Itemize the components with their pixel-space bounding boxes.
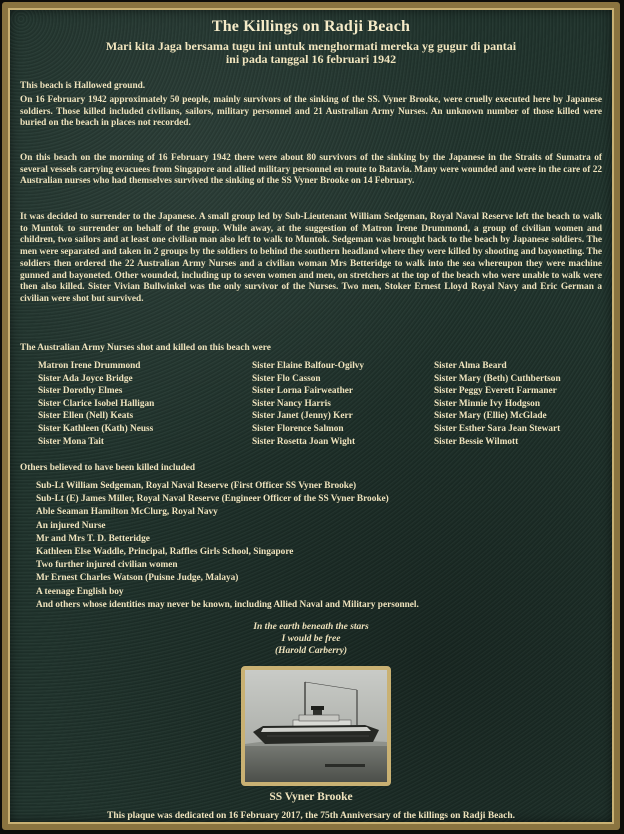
poem-line: I would be free: [281, 634, 341, 644]
dedication-footer: This plaque was dedicated on 16 February 2017, the 75th Anniversary of the killings on Radji Beach.: [106, 811, 515, 821]
nurses-column-3: [434, 360, 561, 448]
poem-attribution: (Harold Carberry): [274, 646, 348, 656]
plaque-title: The Killings on Radji Beach: [211, 18, 411, 35]
others-item: And others whose identities may never be known, including Allied Naval and Military personnel.: [36, 599, 419, 610]
nurse-name: Sister Bessie Wilmott: [434, 436, 519, 447]
others-item: Sub-Lt William Sedgeman, Royal Naval Reserve (First Officer SS Vyner Brooke): [36, 481, 357, 491]
poem: [8, 621, 614, 657]
intro-text: This beach is Hallowed ground.: [20, 81, 146, 91]
nurse-name: Sister Mary (Beth) Cuthbertson: [434, 373, 561, 384]
nurse-name: Sister Clarice Isobel Halligan: [38, 398, 155, 409]
subtitle-line-2: ini pada tanggal 16 februari 1942: [225, 52, 397, 66]
others-item: Able Seaman Hamilton McClurg, Royal Navy: [36, 507, 218, 518]
nurse-name: Sister Dorothy Elmes: [38, 386, 123, 397]
nurse-name: Sister Flo Casson: [252, 373, 321, 384]
nurses-column-2: [252, 360, 364, 448]
nurses-heading: The Australian Army Nurses shot and killed on this beach were: [20, 343, 271, 353]
paragraph-3: It was decided to surrender to the Japanese. A small group led by Sub-Lieutenant William Sedgeman, Royal Naval Reserve left the beach to walk to Muntok to surrender on behalf of the group. While away, at the suggestion of Matron Irene Drummond, a group of civilian women and children, two sailors and at least one civilian man also left to walk to Muntok. Sedgeman was brought back to the beach by Japanese soldiers. The men were separated and taken in 2 groups by the soldiers to behind the southern headland where they were killed by shooting and bayoneting. The soldiers then ordered the 22 Australian Army Nurses and a civilian woman Mrs Betteridge to walk into the sea whereupon they were machine gunned and bayoneted. Other wounded, including up to seven women and men, on stretchers at the top of the beach who were unable to walk were then also killed. Sister Vivian Bullwinkel was the only survivor of the Nurses. Two men, Stoker Ernest Lloyd Royal Navy and Eric German a civilian were shot but survived.: [20, 212, 602, 304]
nurse-name: Sister Mary (Ellie) McGlade: [434, 411, 547, 422]
nurse-name: Sister Esther Sara Jean Stewart: [434, 423, 561, 434]
others-item: Kathleen Else Waddle, Principal, Raffles Girls School, Singapore: [36, 547, 294, 558]
nurse-name: Sister Elaine Balfour-Ogilvy: [252, 361, 365, 371]
others-item: A teenage English boy: [36, 586, 124, 597]
nurse-name: Matron Irene Drummond: [38, 361, 141, 371]
others-item: Mr Ernest Charles Watson (Puisne Judge, Malaya): [36, 573, 239, 584]
paragraph-2: On this beach on the morning of 16 February 1942 there were about 80 survivors of the sinking by the Japanese in the Straits of Sumatra of several vessels carrying evacuees from Singapore and allied military personnel en route to Batavia. Many were wounded and were in the care of 22 Australian nurses who had themselves survived the sinking of the SS Vyner Brooke on 14 February.: [20, 153, 602, 187]
others-heading: Others believed to have been killed included: [20, 463, 196, 473]
others-item: Sub-Lt (E) James Miller, Royal Naval Reserve (Engineer Officer of the SS Vyner Brooke): [36, 494, 389, 505]
ship-image: [245, 670, 387, 782]
ship-photo: [241, 666, 391, 786]
nurse-name: Sister Mona Tait: [38, 436, 104, 447]
plaque-subtitle: [28, 40, 594, 66]
nurse-name: Sister Janet (Jenny) Kerr: [252, 411, 353, 422]
others-item: An injured Nurse: [36, 520, 106, 531]
others-item: Two further injured civilian women: [36, 560, 178, 571]
paragraph-1: On 16 February 1942 approximately 50 people, mainly survivors of the sinking of the SS. Vyner Brooke, were cruelly executed here by Japanese soldiers. Those killed included civilians, sailors, military personnel and 21 Australian Army Nurses. An unknown number of those killed were buried on the beach in places not recorded.: [20, 95, 602, 129]
nurse-name: Sister Ellen (Nell) Keats: [38, 411, 134, 422]
nurse-name: Sister Kathleen (Kath) Neuss: [38, 423, 154, 434]
others-list: [36, 480, 419, 612]
nurse-name: Sister Minnie Ivy Hodgson: [434, 398, 540, 409]
nurse-name: Sister Peggy Everett Farmaner: [434, 386, 557, 397]
photo-caption: SS Vyner Brooke: [269, 791, 353, 803]
nurse-name: Sister Nancy Harris: [252, 398, 331, 409]
nurse-name: Sister Florence Salmon: [252, 423, 344, 434]
memorial-plaque: [2, 2, 620, 830]
nurse-name: Sister Alma Beard: [434, 361, 507, 371]
others-item: Mr and Mrs T. D. Betteridge: [36, 533, 150, 544]
nurses-column-1: [38, 360, 154, 448]
nurse-name: Sister Lorna Fairweather: [252, 386, 354, 397]
poem-line: In the earth beneath the stars: [253, 622, 369, 632]
nurse-name: Sister Rosetta Joan Wight: [252, 436, 356, 447]
subtitle-line-1: Mari kita Jaga bersama tugu ini untuk menghormati mereka yg gugur di pantai: [105, 39, 517, 53]
nurse-name: Sister Ada Joyce Bridge: [38, 373, 133, 384]
